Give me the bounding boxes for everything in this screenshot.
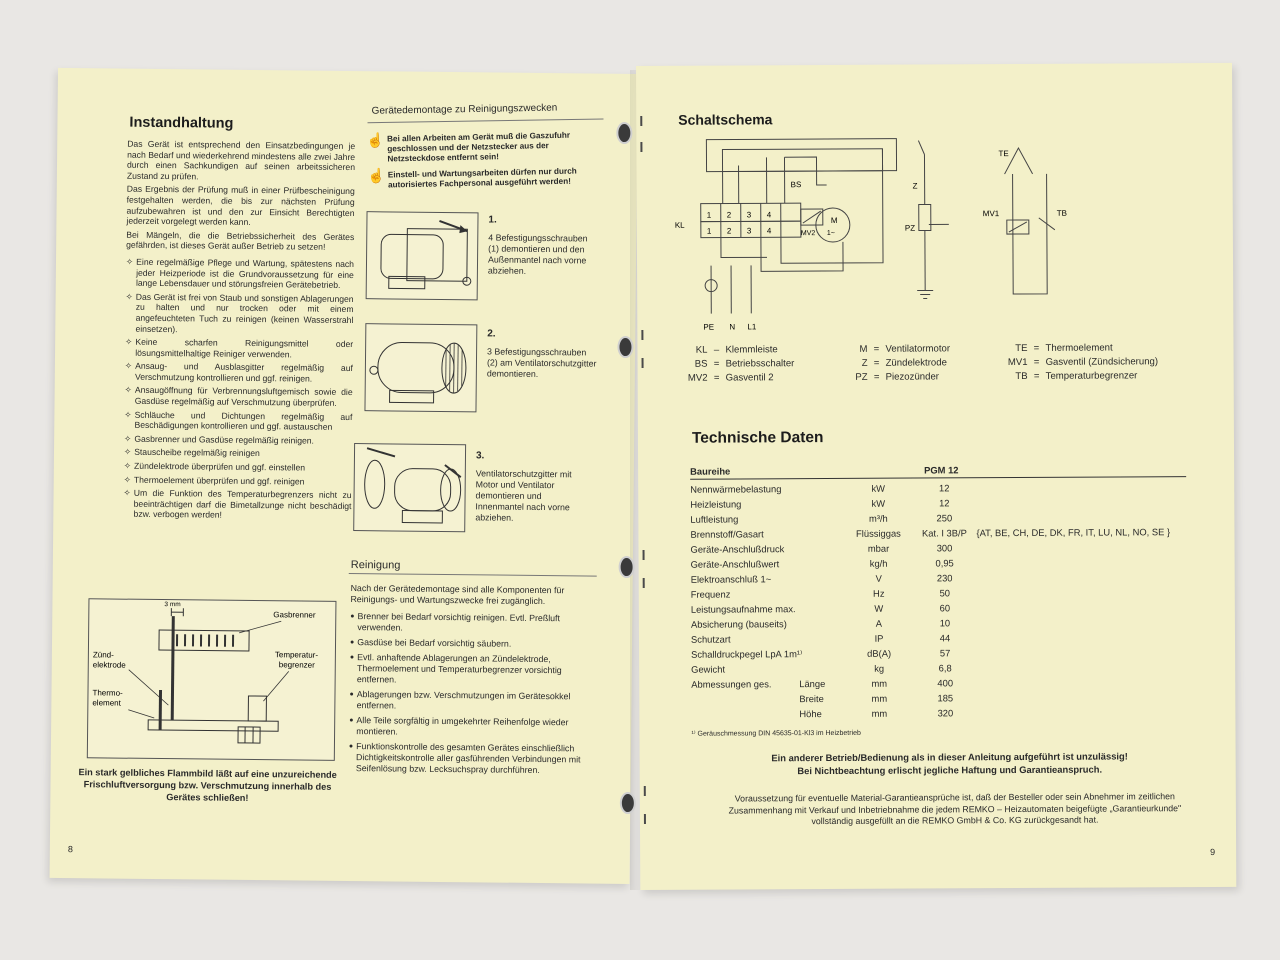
legend-code: MV2 [687,372,708,384]
schaltschema-title: Schaltschema [678,111,773,128]
tech-value: Kat. I 3B/P [921,527,967,539]
usage-notice [710,749,1190,778]
tech-unit: kg [874,662,885,674]
tech-value: 12 [938,482,950,494]
maintenance-bullet [124,409,352,433]
reinigung-bullet-list [349,611,597,781]
bullet-dot-icon: ● [349,691,354,699]
step-text: 4 Befestigungsschrauben (1) demontieren und den Außenmantel nach vorne abziehen. [487,232,588,276]
bullet-dot-icon: ● [349,654,355,662]
tech-unit: V [875,572,882,584]
intro-paragraph-1: Das Gerät ist entsprechend den Einsatzbedingungen je nach Bedarf und wiederkehrend mindestens alle zwei Jahre durch einen Sachkundigen auf seinen arbeitssicheren Zustand zu prüfen. [126,138,356,182]
terminal-4-bottom: 4 [766,226,772,236]
label-n: N [729,322,736,332]
tech-label: Elektroanschluß 1~ [690,573,772,585]
tech-label: Schalldruckpegel LpA 1m¹⁾ [691,648,803,660]
tech-unit: kg/h [869,557,888,569]
binder-mark [640,116,642,126]
guarantee-text: Voraussetzung für eventuelle Material-Garantieansprüche ist, daß der Besteller oder sein Abnehmer im zeitlichen Zusammenhang mit Verkauf und Inbetriebnahme die jedem REMKO – Heizautomaten beigefügte „Garantieurkunde" vollständig ausgefüllt an die REMKO GmbH & Co. KG zurückgesandt hat. [728,791,1182,827]
tech-footnote: ¹⁾ Geräuschmessung DIN 45635-01-Kl3 im Heizbetrieb [691,729,861,738]
step2-figure [364,323,477,412]
tech-unit: m³/h [868,512,888,524]
binder-hole [617,336,633,358]
legend-separator: = [713,372,720,384]
label-tb: TB [1056,208,1068,218]
label-thermo-2: element [92,698,121,708]
terminal-2-top: 2 [726,210,732,220]
reinigung-bullet-text: Evtl. anhaftende Ablagerungen an Zündelektrode, Thermoelement und Temperaturbegrenzer vorsichtig entfernen. [356,652,562,685]
tech-unit: Hz [873,587,885,599]
tech-value: 400 [937,677,954,689]
step-number: 1. [488,214,497,226]
maintenance-bullet-text: Thermoelement überprüfen und ggf. reinigen [133,474,305,487]
label-gasbrenner: Gasbrenner [273,610,316,620]
reinigung-bullet [349,741,595,777]
reinigung-bullet-text: Brenner bei Bedarf vorsichtig reinigen. Evtl. Preßluft verwenden. [357,611,561,633]
step1-figure [366,211,479,300]
diamond-bullet-icon: ✧ [123,447,132,458]
legend-entry [998,369,1138,383]
diamond-bullet-icon: ✧ [125,291,133,302]
usage-notice-line-1: Ein anderer Betrieb/Bedienung als in dieser Anleitung aufgeführt ist unzulässig! [771,750,1128,764]
tech-unit: W [874,602,884,614]
tech-value: 185 [937,692,954,704]
diamond-bullet-icon: ✧ [125,256,134,267]
maintenance-bullet-text: Ansaugöffnung für Verbrennungsluftgemisch sowie die Gasdüse regelmäßig auf Verschmutzung überprüfen. [134,385,353,408]
heater-step3-drawing [354,444,466,532]
legend-entry [997,342,1112,356]
terminal-1-top: 1 [706,210,712,220]
label-pz: PZ [904,223,916,233]
instandhaltung-intro [123,139,355,525]
legend-separator: = [1033,342,1040,354]
maintenance-bullet-text: Keine scharfen Reinigungsmittel oder lösungsmittelhaltige Reiniger verwenden. [135,336,354,360]
label-pe: PE [703,322,715,332]
tech-label: Absicherung (bauseits) [690,618,787,630]
legend-entry [998,355,1159,369]
diamond-bullet-icon: ✧ [124,385,132,396]
legend-description: Gasventil (Zündsicherung) [1045,356,1159,368]
diamond-bullet-icon: ✧ [125,336,133,347]
legend-separator: = [1033,370,1040,382]
tech-label: Leistungsaufnahme max. [690,603,796,615]
tech-value: 10 [939,617,951,629]
label-mv2: MV2 [800,230,816,238]
tech-row [691,706,1211,724]
reinigung-bullet-text: Gasdüse bei Bedarf vorsichtig säubern. [357,637,512,649]
legend-separator: = [1033,356,1040,368]
left-page [50,68,638,884]
diamond-bullet-icon: ✧ [123,460,132,471]
tech-value: 230 [936,572,953,584]
label-l1: L1 [747,322,757,332]
tech-value: 50 [939,587,951,599]
tech-header-label: Baureihe [690,465,731,477]
binder-hole [620,792,636,814]
binder-mark [644,814,646,824]
label-temp-2: begrenzer [278,660,315,670]
tech-unit: A [875,617,883,629]
reinigung-intro: Nach der Gerätedemontage sind alle Komponenten für Reinigungs- und Wartungszwecke frei zugänglich. [350,583,565,607]
binder-hole [619,556,635,578]
maintenance-bullet [124,461,352,474]
label-temp-1: Temperatur- [274,650,319,660]
tech-label: Nennwärmebelastung [690,483,782,495]
page-number-right: 9 [1210,846,1216,858]
tech-unit: mm [871,677,888,689]
tech-sublabel: Breite [799,693,824,705]
legend-separator: = [713,358,720,370]
label-kl: KL [674,220,685,230]
binder-hole [616,122,632,144]
label-m: M [830,215,838,225]
bullet-dot-icon: ● [349,717,354,725]
tech-label: Gewicht [691,663,726,675]
technische-daten-title: Technische Daten [691,429,824,447]
step-text: Ventilatorschutzgitter mit Motor und Ventilator demontieren und Innenmantel nach vorne abziehen. [475,468,572,523]
legend-entry [837,342,950,356]
tech-unit: kW [871,497,886,509]
maintenance-bullet-text: Stauscheibe regelmäßig reinigen [134,447,260,459]
demontage-rule [368,119,604,124]
diamond-bullet-icon: ✧ [124,409,132,420]
warning-fachpersonal: Einstell- und Wartungsarbeiten dürfen nur durch autorisiertes Fachpersonal ausgeführt werden! [387,166,577,190]
bullet-dot-icon: ● [348,743,354,751]
tech-unit: Flüssiggas [856,527,901,539]
terminal-2-bottom: 2 [726,226,732,236]
terminal-4-top: 4 [766,210,772,220]
diamond-bullet-icon: ✧ [124,360,133,371]
reinigung-rule [349,573,597,577]
tech-value: 6,8 [938,662,952,674]
label-zuend-1: Zünd- [92,650,114,660]
tech-label: Luftleistung [690,513,739,525]
instandhaltung-title: Instandhaltung [129,114,234,132]
reinigung-bullet-text: Funktionskontrolle des gesamten Gerätes einschließlich Dichtigkeitskontrolle aller gasführenden Verbindungen mit Seifenlösung bzw. Lecksuchspray durchführen. [355,741,581,776]
reinigung-bullet-text: Ablagerungen bzw. Verschmutzungen im Gerätesokkel entfernen. [356,689,571,711]
legend-separator: – [713,344,720,356]
binder-mark [644,786,646,796]
usage-notice-line-2: Bei Nichtbeachtung erlischt jegliche Haftung und Garantieanspruch. [797,763,1103,777]
legend-entry [677,343,777,357]
reinigung-title: Reinigung [350,559,401,572]
legend-description: Ventilatormotor [885,343,951,355]
burner-diagram [88,599,337,761]
maintenance-bullet-text: Das Gerät ist frei von Staub und sonstigen Ablagerungen zu halten und nur trocken oder mit einem angefeuchteten Tuch zu reinigen (keinen Wasserstrahl einsetzen). [135,291,354,334]
tech-header-value: PGM 12 [924,464,959,476]
terminal-3-bottom: 3 [746,226,752,236]
label-z: Z [912,181,918,191]
demontage-title: Gerätedemontage zu Reinigungszwecken [371,102,558,117]
tech-label: Abmessungen ges. [691,678,772,690]
maintenance-bullet [123,488,351,522]
maintenance-bullet-list [123,257,354,522]
legend-description: Thermoelement [1045,342,1113,354]
tech-value: 44 [939,632,951,644]
tech-label: Frequenz [690,588,731,600]
diamond-bullet-icon: ✧ [123,487,131,498]
tech-value: 250 [936,512,953,524]
tech-unit: kW [871,482,886,494]
maintenance-bullet [124,474,352,487]
maintenance-bullet [124,433,352,446]
tech-label: Brennstoff/Gasart [690,528,764,540]
legend-description: Betriebsschalter [725,358,795,370]
legend-code: BS [694,358,708,370]
reinigung-bullet [349,715,595,740]
maintenance-bullet-text: Zündelektrode überprüfen und ggf. einstellen [134,460,306,473]
tech-unit: mbar [867,542,890,554]
maintenance-bullet-text: Schläuche und Dichtungen regelmäßig auf Beschädigungen kontrollieren und ggf. austauschen [134,409,353,433]
warning-gas: Bei allen Arbeiten am Gerät muß die Gaszufuhr geschlossen und der Netzstecker aus der Netzsteckdose entfernt sein! [386,130,571,164]
tech-unit: mm [871,692,888,704]
tech-label: Heizleistung [690,498,742,510]
burner-figure [87,598,337,761]
tech-unit: IP [874,632,884,644]
intro-paragraph-2: Das Ergebnis der Prüfung muß in einer Prüfbescheinigung festgehalten werden, die bis zur nächsten Prüfung aufzubewahren ist und den zur Einsicht Berechtigten jederzeit vorgelegt werden kann. [126,184,355,228]
legend-code: M [859,343,868,355]
legend-description: Piezozünder [885,371,940,383]
legend-separator: = [873,357,880,369]
step3-figure [353,443,466,532]
binder-mark [643,550,645,560]
legend-description: Klemmleiste [725,344,778,356]
legend-code: Z [861,357,868,369]
intro-paragraph-3: Bei Mängeln, die die Betriebssicherheit des Gerätes gefährden, ist dieses Gerät außer Betrieb zu setzen! [126,229,355,253]
label-te: TE [998,149,1009,159]
reinigung-bullet [350,652,596,688]
maintenance-bullet [125,337,353,361]
maintenance-bullet-text: Ansaug- und Ausblasgitter regelmäßig auf Verschmutzung kontrollieren und ggf. reinigen. [134,361,353,384]
demontage-warnings [367,130,608,191]
label-thermo-1: Thermo- [92,688,123,698]
legend-code: TE [1015,342,1028,355]
heater-step2-drawing [365,324,477,412]
maintenance-bullet [126,257,354,291]
legend-description: Temperaturbegrenzer [1045,370,1138,382]
diamond-bullet-icon: ✧ [124,433,132,444]
maintenance-bullet-text: Eine regelmäßige Pflege und Wartung, spätestens nach jeder Heizperiode ist die Grundvoraussetzung für eine lange Lebensdauer und störungsfreien Gerätebetrieb. [135,256,355,291]
diamond-bullet-icon: ✧ [123,474,131,485]
heater-step1-drawing [367,212,479,300]
maintenance-bullet [125,361,353,385]
reinigung-bullet [349,689,595,714]
tech-unit: dB(A) [867,647,892,659]
tech-value: 57 [939,647,951,659]
label-bs: BS [790,180,802,190]
label-zuend-2: elektrode [92,660,126,670]
maintenance-bullet [124,385,352,409]
bullet-dot-icon: ● [350,613,355,621]
step-number: 2. [487,328,496,340]
legend-separator: = [873,343,880,355]
hand-warning-icon: ☝ [366,131,385,148]
maintenance-bullet-text: Gasbrenner und Gasdüse regelmäßig reinigen. [134,433,315,446]
tech-value: 300 [936,542,953,554]
legend-code: KL [695,344,708,356]
tech-sublabel: Höhe [799,708,822,720]
terminal-3-top: 3 [746,210,752,220]
reinigung-bullet [350,637,596,651]
label-3mm: 3 mm [164,601,181,609]
legend-separator: = [873,371,880,383]
legend-description: Gasventil 2 [725,372,774,384]
maintenance-bullet [124,447,352,460]
reinigung-bullet-text: Alle Teile sorgfältig in umgekehrter Reihenfolge wieder montieren. [356,715,569,737]
tech-unit: mm [871,707,888,719]
tech-sublabel: Länge [799,678,826,690]
binder-mark [643,578,645,588]
hand-warning-icon: ☝ [367,167,385,184]
step-text: 3 Befestigungsschrauben (2) am Ventilatorschutzgitter demontieren. [486,346,597,379]
wiring-diagram [666,134,1107,336]
reinigung-bullet [350,611,596,636]
page-number-left: 8 [67,844,73,855]
legend-description: Zündelektrode [885,357,947,369]
tech-label: Geräte-Anschlußwert [690,558,780,570]
tech-value: 320 [937,707,954,719]
bullet-dot-icon: ● [349,639,355,647]
tech-value: 0,95 [935,557,954,569]
maintenance-bullet-text: Um die Funktion des Temperaturbegrenzers nicht zu beeinträchtigen darf die Bimetallzunge nicht beschädigt bzw. verbogen werden! [133,487,352,521]
label-m-phase: 1~ [826,229,835,238]
tech-label: Geräte-Anschlußdruck [690,543,785,555]
legend-entry [838,370,939,384]
right-page [636,63,1236,890]
tech-value: 60 [939,602,951,614]
flame-warning: Ein stark gelbliches Flammbild läßt auf eine unzureichende Frischluftversorgung bzw. Verschmutzung innerhalb des Gerätes schließen! [78,767,337,803]
legend-entry [678,371,774,385]
legend-entry [838,356,947,370]
legend-code: MV1 [1007,356,1028,369]
terminal-1-bottom: 1 [706,226,712,236]
tech-label: Schutzart [690,633,731,645]
step-number: 3. [475,450,485,462]
label-mv1: MV1 [982,209,1000,219]
maintenance-bullet [125,291,353,336]
tech-value: 12 [939,497,950,509]
binder-mark [641,330,643,340]
legend-code: TB [1015,370,1028,383]
legend-entry [678,357,795,371]
legend-code: PZ [855,371,868,383]
binder-mark [640,142,642,152]
binder-mark [642,358,644,368]
tech-extra: {AT, BE, CH, DE, DK, FR, IT, LU, NL, NO, SE } [976,526,1171,539]
